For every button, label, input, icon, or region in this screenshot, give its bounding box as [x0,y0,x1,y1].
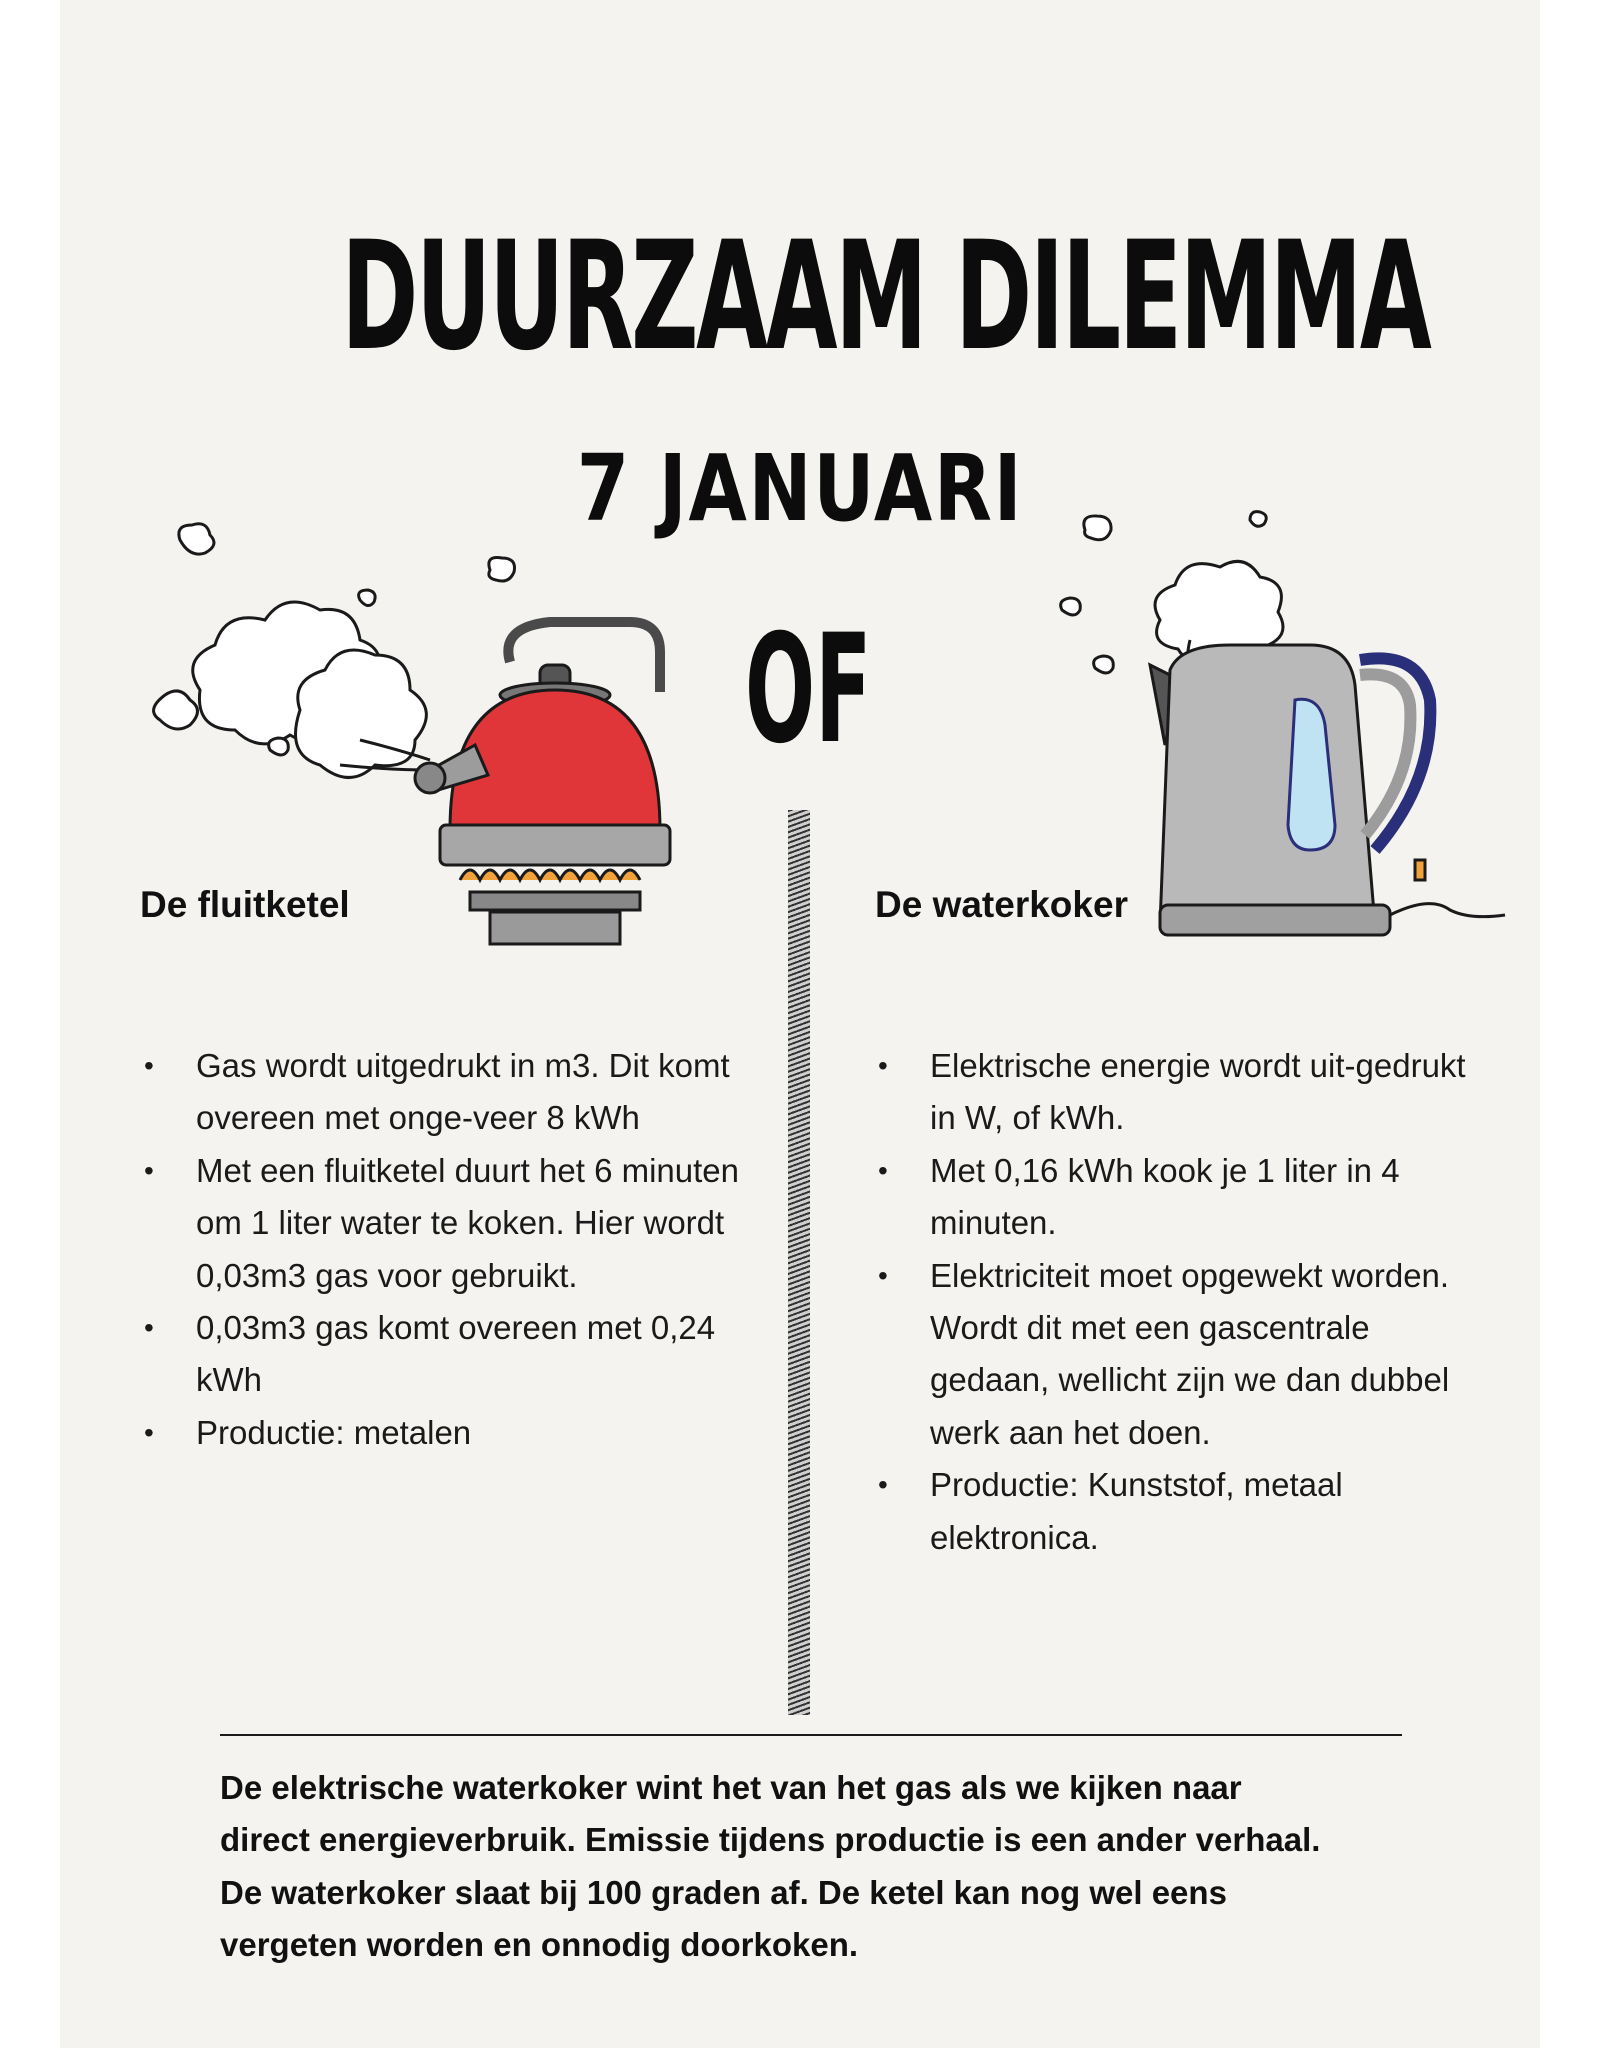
list-item: • Met een fluitketel duurt het 6 minuten om 1 liter water te koken. Hier wordt 0,03m3 gas voor gebruikt. [140,1145,740,1302]
list-item: • 0,03m3 gas komt overeen met 0,24 kWh [140,1302,740,1407]
list-item: • Gas wordt uitgedrukt in m3. Dit komt overeen met onge-veer 8 kWh [140,1040,740,1145]
list-item: • Productie: Kunststof, metaal elektronica. [874,1459,1474,1564]
list-item: • Elektrische energie wordt uit-gedrukt in W, of kWh. [874,1040,1474,1145]
list-item: • Elektriciteit moet opgewekt worden. Wordt dit met een gascentrale gedaan, wellicht zijn we dan dubbel werk aan het doen. [874,1250,1474,1460]
left-heading: De fluitketel [140,884,350,925]
right-heading: De waterkoker [875,884,1128,925]
right-fact-list [874,1040,1474,1564]
vertical-divider [788,810,810,1715]
horizontal-rule [220,1734,1402,1736]
date-label: 7 JANUARI [576,435,1024,542]
left-fact-list [140,1040,740,1459]
list-item: • Productie: metalen [140,1407,740,1459]
or-label: OF [745,603,872,777]
list-item: • Met 0,16 kWh kook je 1 liter in 4 minuten. [874,1145,1474,1250]
electric-kettle-icon [1040,500,1510,940]
conclusion-text: De elektrische waterkoker wint het van het gas als we kijken naar direct energieverbruik. Emissie tijdens productie is een ander verhaal. De waterkoker slaat bij 100 graden af. De ketel kan nog wel eens vergeten worden en onnodig doorkoken. [220,1769,1321,1964]
page-title: DUURZAAM DILEMMA [341,210,1430,384]
